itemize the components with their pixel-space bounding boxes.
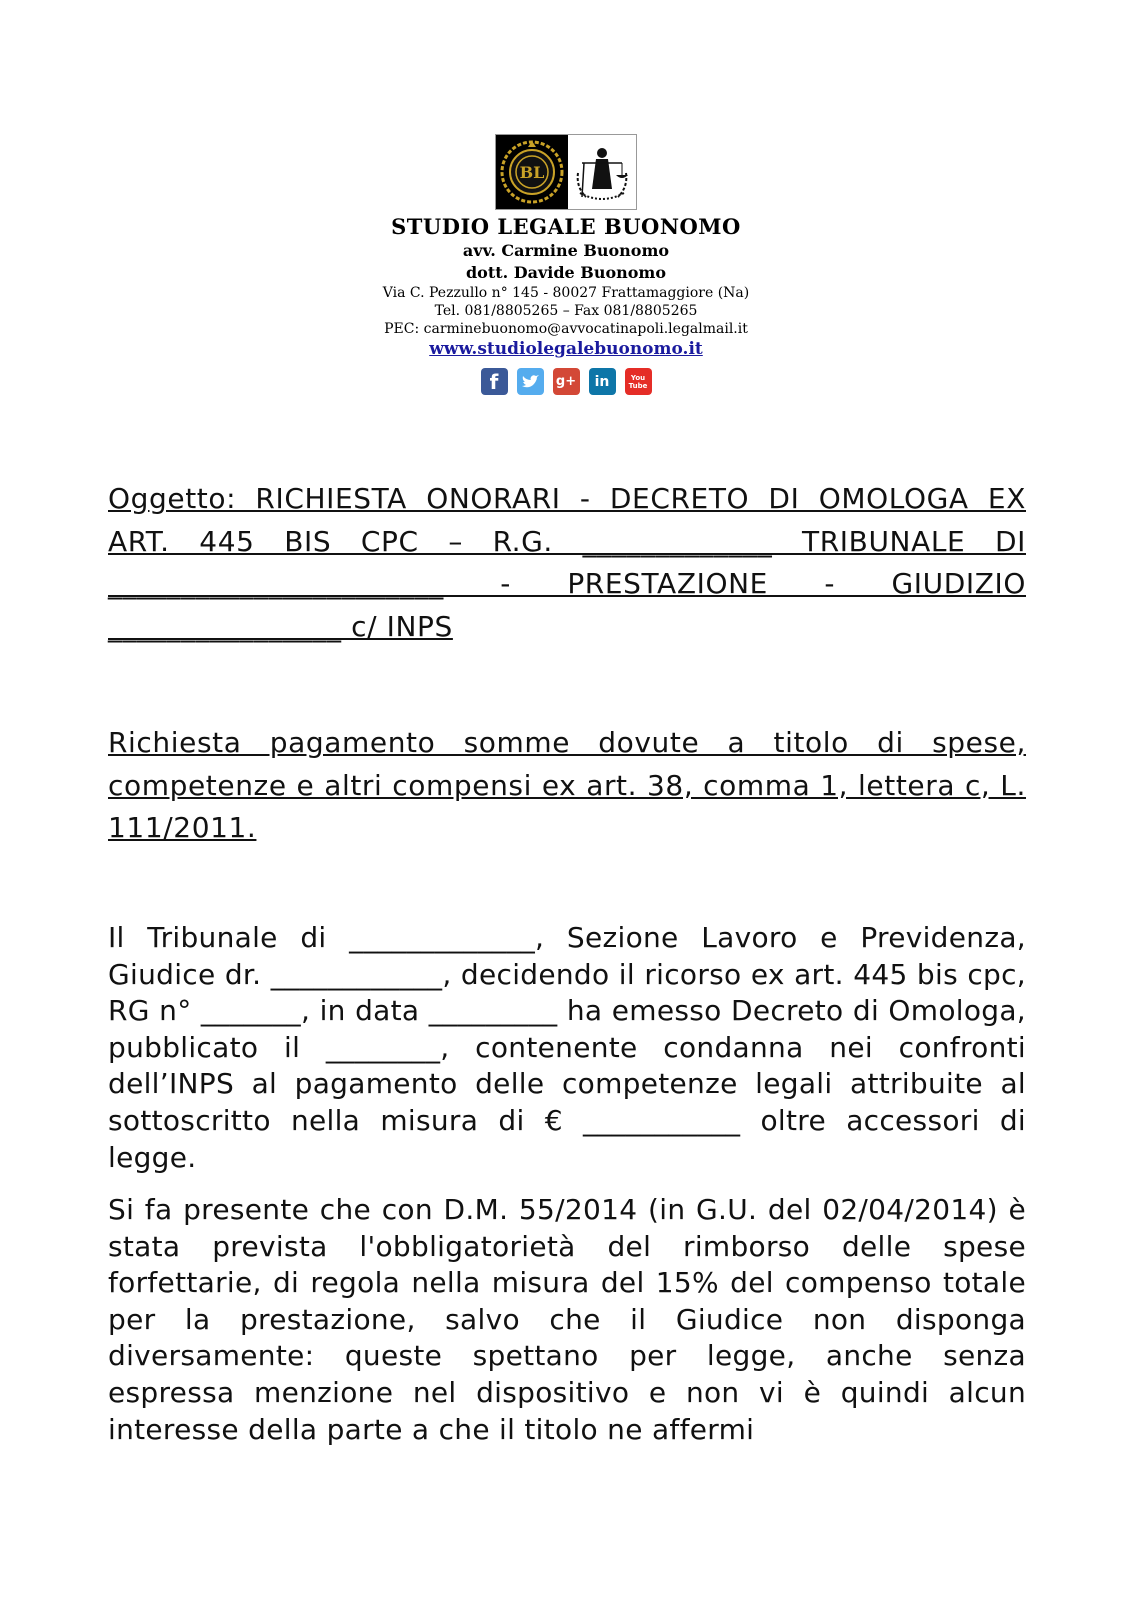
website-link[interactable]: www.studiolegalebuonomo.it (429, 339, 703, 359)
request-heading: Richiesta pagamento somme dovute a titolo di spese, competenze e altri compensi ex art. 38, comma 1, lettera c, L. 111/2011. (108, 726, 1026, 844)
address: Via C. Pezzullo n° 145 - 80027 Frattamaggiore (Na) (382, 285, 750, 301)
social-links (0, 368, 1132, 395)
justice-icon (568, 135, 636, 209)
facebook-icon[interactable]: f (481, 368, 508, 395)
paragraph-2: Si fa presente che con D.M. 55/2014 (in G.U. del 02/04/2014) è stata prevista l'obbligatorietà del rimborso delle spese forfettarie, di regola nella misura del 15% del compenso totale per la prestazione, salvo che il Giudice non disponga diversamente: queste spettano per legge, anche senza espressa menzione nel dispositivo e non vi è quindi alcun interesse della parte a che il titolo ne affermi (108, 1193, 1026, 1446)
letterhead (0, 134, 1132, 395)
studio-logo (495, 134, 637, 210)
pec-email: PEC: carminebuonomo@avvocatinapoli.legalmail.it (384, 321, 748, 337)
paragraph-1: Il Tribunale di _____________, Sezione Lavoro e Previdenza, Giudice dr. ____________, decidendo il ricorso ex art. 445 bis cpc, RG n° _______, in data _________ ha emesso Decreto di Omologa, pubblicato il ________, contenente condanna nei confronti dell’INPS al pagamento delle competenze legali attribuite al sottoscritto nella misura di € ___________ oltre accessori di legge. (108, 921, 1026, 1174)
youtube-icon[interactable] (625, 368, 652, 395)
lawyer-name-2: dott. Davide Buonomo (465, 263, 667, 282)
google-plus-icon[interactable]: g+ (553, 368, 580, 395)
logo-monogram: BL (519, 163, 545, 182)
lawyer-name-1: avv. Carmine Buonomo (462, 241, 670, 260)
studio-name: STUDIO LEGALE BUONOMO (391, 214, 741, 239)
phone-fax: Tel. 081/8805265 – Fax 081/8805265 (434, 303, 698, 319)
twitter-icon[interactable] (517, 368, 544, 395)
monogram-emblem (496, 135, 568, 209)
youtube-label-1: You (630, 373, 646, 382)
youtube-label-2: Tube (628, 381, 648, 390)
linkedin-icon[interactable]: in (589, 368, 616, 395)
subject-line: Oggetto: RICHIESTA ONORARI - DECRETO DI OMOLOGA EX ART. 445 BIS CPC – R.G. _____________ TRIBUNALE DI _______________________ - PRESTAZIONE - GIUDIZIO ________________ c/ INPS (108, 482, 1026, 643)
